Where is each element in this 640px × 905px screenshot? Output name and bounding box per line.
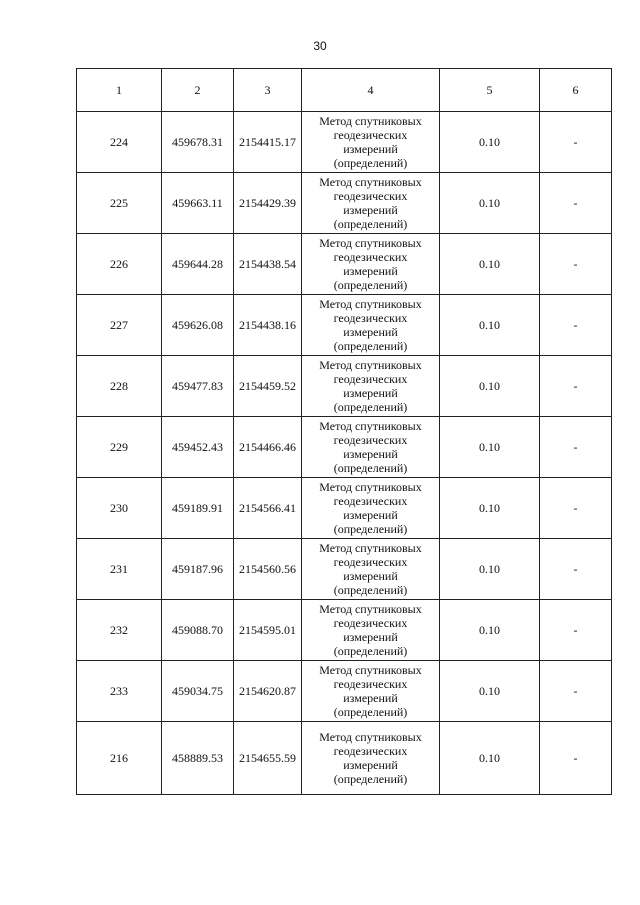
column-header-3: 3 <box>234 69 302 112</box>
column-header-4: 4 <box>302 69 440 112</box>
method-cell <box>302 722 440 795</box>
table-row <box>77 478 612 539</box>
method-line: измерений <box>343 447 398 461</box>
method-line: Метод спутниковых <box>319 358 422 372</box>
x-coordinate-cell: 459187.96 <box>162 539 234 600</box>
y-coordinate-cell: 2154595.01 <box>234 600 302 661</box>
method-line: измерений <box>343 569 398 583</box>
accuracy-cell: 0.10 <box>440 539 540 600</box>
accuracy-cell: 0.10 <box>440 173 540 234</box>
method-line: (определений) <box>333 461 408 475</box>
method-line: Метод спутниковых <box>319 663 422 677</box>
method-line: измерений <box>343 691 398 705</box>
note-cell: - <box>540 600 612 661</box>
x-coordinate-cell: 459644.28 <box>162 234 234 295</box>
y-coordinate-cell: 2154429.39 <box>234 173 302 234</box>
point-cell: 225 <box>77 173 162 234</box>
point-cell: 226 <box>77 234 162 295</box>
x-coordinate-cell: 459452.43 <box>162 417 234 478</box>
accuracy-cell: 0.10 <box>440 234 540 295</box>
table-row <box>77 417 612 478</box>
point-cell: 230 <box>77 478 162 539</box>
point-cell: 216 <box>77 722 162 795</box>
point-cell: 233 <box>77 661 162 722</box>
y-coordinate-cell: 2154566.41 <box>234 478 302 539</box>
y-coordinate-cell: 2154415.17 <box>234 112 302 173</box>
method-cell <box>302 234 440 295</box>
method-line: геодезических <box>333 677 408 691</box>
method-line: (определений) <box>333 583 408 597</box>
table-row <box>77 722 612 795</box>
method-cell <box>302 173 440 234</box>
note-cell: - <box>540 478 612 539</box>
method-cell <box>302 661 440 722</box>
method-cell <box>302 295 440 356</box>
x-coordinate-cell: 459189.91 <box>162 478 234 539</box>
table-row <box>77 173 612 234</box>
y-coordinate-cell: 2154438.54 <box>234 234 302 295</box>
y-coordinate-cell: 2154655.59 <box>234 722 302 795</box>
method-cell <box>302 600 440 661</box>
method-line: Метод спутниковых <box>319 297 422 311</box>
method-line: измерений <box>343 630 398 644</box>
note-cell: - <box>540 173 612 234</box>
method-line: (определений) <box>333 522 408 536</box>
method-line: геодезических <box>333 744 408 758</box>
accuracy-cell: 0.10 <box>440 112 540 173</box>
method-cell <box>302 112 440 173</box>
method-cell <box>302 539 440 600</box>
note-cell: - <box>540 417 612 478</box>
method-line: геодезических <box>333 555 408 569</box>
method-line: (определений) <box>333 339 408 353</box>
note-cell: - <box>540 234 612 295</box>
table-row <box>77 600 612 661</box>
y-coordinate-cell: 2154620.87 <box>234 661 302 722</box>
column-header-6: 6 <box>540 69 612 112</box>
method-line: измерений <box>343 203 398 217</box>
page-number: 30 <box>313 39 327 53</box>
method-line: (определений) <box>333 278 408 292</box>
column-header-5: 5 <box>440 69 540 112</box>
method-cell <box>302 417 440 478</box>
method-cell <box>302 356 440 417</box>
point-cell: 229 <box>77 417 162 478</box>
point-cell: 228 <box>77 356 162 417</box>
method-line: Метод спутниковых <box>319 175 422 189</box>
method-line: (определений) <box>333 217 408 231</box>
x-coordinate-cell: 459088.70 <box>162 600 234 661</box>
accuracy-cell: 0.10 <box>440 356 540 417</box>
note-cell: - <box>540 722 612 795</box>
point-cell: 231 <box>77 539 162 600</box>
table-row <box>77 295 612 356</box>
table-header-row <box>77 69 612 112</box>
accuracy-cell: 0.10 <box>440 478 540 539</box>
note-cell: - <box>540 356 612 417</box>
method-line: Метод спутниковых <box>319 730 422 744</box>
method-line: измерений <box>343 508 398 522</box>
method-line: Метод спутниковых <box>319 419 422 433</box>
method-line: Метод спутниковых <box>319 480 422 494</box>
x-coordinate-cell: 459663.11 <box>162 173 234 234</box>
method-line: геодезических <box>333 128 408 142</box>
coordinates-table <box>76 68 612 795</box>
method-line: геодезических <box>333 433 408 447</box>
note-cell: - <box>540 295 612 356</box>
method-line: геодезических <box>333 311 408 325</box>
x-coordinate-cell: 459678.31 <box>162 112 234 173</box>
y-coordinate-cell: 2154560.56 <box>234 539 302 600</box>
method-line: (определений) <box>333 400 408 414</box>
table-row <box>77 356 612 417</box>
point-cell: 227 <box>77 295 162 356</box>
point-cell: 232 <box>77 600 162 661</box>
method-line: геодезических <box>333 372 408 386</box>
method-line: измерений <box>343 386 398 400</box>
point-cell: 224 <box>77 112 162 173</box>
method-line: измерений <box>343 758 398 772</box>
x-coordinate-cell: 458889.53 <box>162 722 234 795</box>
table-row <box>77 539 612 600</box>
note-cell: - <box>540 539 612 600</box>
method-line: измерений <box>343 325 398 339</box>
method-cell <box>302 478 440 539</box>
accuracy-cell: 0.10 <box>440 417 540 478</box>
method-line: (определений) <box>333 705 408 719</box>
method-line: Метод спутниковых <box>319 236 422 250</box>
method-line: (определений) <box>333 772 408 786</box>
note-cell: - <box>540 112 612 173</box>
method-line: измерений <box>343 142 398 156</box>
method-line: Метод спутниковых <box>319 541 422 555</box>
method-line: геодезических <box>333 616 408 630</box>
method-line: измерений <box>343 264 398 278</box>
accuracy-cell: 0.10 <box>440 661 540 722</box>
x-coordinate-cell: 459626.08 <box>162 295 234 356</box>
note-cell: - <box>540 661 612 722</box>
y-coordinate-cell: 2154466.46 <box>234 417 302 478</box>
method-line: Метод спутниковых <box>319 602 422 616</box>
method-line: геодезических <box>333 189 408 203</box>
y-coordinate-cell: 2154459.52 <box>234 356 302 417</box>
method-line: (определений) <box>333 644 408 658</box>
accuracy-cell: 0.10 <box>440 295 540 356</box>
x-coordinate-cell: 459034.75 <box>162 661 234 722</box>
accuracy-cell: 0.10 <box>440 722 540 795</box>
y-coordinate-cell: 2154438.16 <box>234 295 302 356</box>
x-coordinate-cell: 459477.83 <box>162 356 234 417</box>
table-row <box>77 234 612 295</box>
table-row <box>77 661 612 722</box>
column-header-1: 1 <box>77 69 162 112</box>
column-header-2: 2 <box>162 69 234 112</box>
method-line: геодезических <box>333 494 408 508</box>
accuracy-cell: 0.10 <box>440 600 540 661</box>
table-row <box>77 112 612 173</box>
method-line: Метод спутниковых <box>319 114 422 128</box>
method-line: (определений) <box>333 156 408 170</box>
method-line: геодезических <box>333 250 408 264</box>
